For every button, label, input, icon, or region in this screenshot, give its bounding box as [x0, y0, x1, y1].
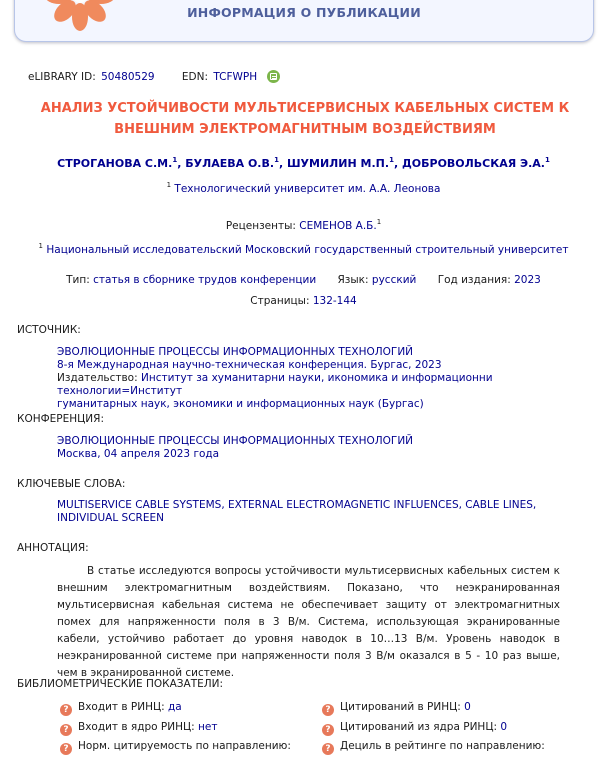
meta-line	[0, 274, 607, 286]
publication-title: АНАЛИЗ УСТОЙЧИВОСТИ МУЛЬТИСЕРВИСНЫХ КАБЕЛЬНЫХ СИСТЕМ К ВНЕШНИМ ЭЛЕКТРОМАГНИТНЫМ ВОЗДЕЙСТВИЯМ	[40, 101, 570, 137]
help-icon[interactable]: ?	[60, 724, 72, 736]
help-icon[interactable]: ?	[60, 704, 72, 716]
conference-place-date: Москва, 04 апреля 2023 года	[57, 448, 220, 460]
metric-core-citations	[322, 721, 507, 736]
conference-link[interactable]: ЭВОЛЮЦИОННЫЕ ПРОЦЕССЫ ИНФОРМАЦИОННЫХ ТЕХНОЛОГИЙ	[57, 435, 414, 447]
help-icon[interactable]: ?	[60, 743, 72, 755]
type-value: статья в сборнике трудов конференции	[93, 274, 317, 286]
lang-value: русский	[371, 274, 417, 286]
metric-value: 0	[464, 701, 471, 713]
metric-in-rinc	[60, 701, 182, 716]
metric-label: Дециль в рейтинге по направлению:	[340, 740, 545, 752]
author-sup: 1	[389, 156, 394, 164]
metric-label: Норм. цитируемость по направлению:	[78, 740, 291, 752]
author-link[interactable]: ШУМИЛИН М.П.	[286, 157, 390, 170]
type-label: Тип:	[66, 274, 90, 286]
header-title: ИНФОРМАЦИЯ О ПУБЛИКАЦИИ	[187, 5, 421, 20]
metric-norm-citation	[60, 740, 291, 755]
authors-line: СТРОГАНОВА С.М.$^1$, БУЛАЕВА О.В.$^1$, ШУМИЛИН М.П.$^1$, ДОБРОВОЛЬСКАЯ Э.А.$^1$	[57, 156, 550, 170]
source-link[interactable]: ЭВОЛЮЦИОННЫЕ ПРОЦЕССЫ ИНФОРМАЦИОННЫХ ТЕХНОЛОГИЙ	[57, 346, 414, 358]
publisher-value-cont: гуманитарных наук, экономики и информационных наук (Бургас)	[57, 398, 424, 410]
author-link[interactable]: БУЛАЕВА О.В.	[185, 157, 275, 170]
metric-label: Входит в РИНЦ:	[78, 701, 165, 713]
author-sup: 1	[545, 156, 550, 164]
metric-value: да	[168, 701, 182, 713]
edn-document-icon[interactable]	[267, 70, 280, 83]
abstract-heading: АННОТАЦИЯ:	[17, 542, 89, 554]
bibliometrics-heading: БИБЛИОМЕТРИЧЕСКИЕ ПОКАЗАТЕЛИ:	[17, 678, 224, 690]
help-icon[interactable]: ?	[322, 724, 334, 736]
year-label: Год издания:	[437, 274, 511, 286]
pages-line	[0, 295, 607, 307]
year-value: 2023	[514, 274, 541, 286]
metric-decile	[322, 740, 545, 755]
edn-label: EDN:	[181, 71, 209, 83]
metric-rinc-citations	[322, 701, 471, 716]
source-block	[57, 346, 557, 411]
metric-label: Цитирований в РИНЦ:	[340, 701, 461, 713]
author-link[interactable]: ДОБРОВОЛЬСКАЯ Э.А.	[401, 157, 545, 170]
conference-heading: КОНФЕРЕНЦИЯ:	[17, 413, 104, 425]
publisher-line	[57, 372, 557, 398]
lang-label: Язык:	[337, 274, 369, 286]
keywords-heading: КЛЮЧЕВЫЕ СЛОВА:	[17, 478, 126, 490]
elibrary-id-value: 50480529	[101, 71, 155, 83]
reviewers-line	[0, 220, 607, 232]
affiliation	[0, 183, 607, 195]
reviewer-link[interactable]: СЕМЕНОВ А.Б.	[299, 220, 377, 232]
id-row	[28, 70, 282, 83]
metric-value: 0	[500, 721, 508, 733]
keywords-line-1[interactable]: MULTISERVICE CABLE SYSTEMS, EXTERNAL ELECTROMAGNETIC INFLUENCES, CABLE LINES,	[57, 499, 537, 511]
author-sup: 1	[172, 156, 178, 164]
keywords-line-2[interactable]: INDIVIDUAL SCREEN	[57, 512, 164, 524]
author-link[interactable]: СТРОГАНОВА С.М.	[57, 157, 173, 170]
pages-label: Страницы:	[250, 295, 310, 307]
help-icon[interactable]: ?	[322, 743, 334, 755]
metric-label: Цитирований из ядра РИНЦ:	[340, 721, 498, 733]
metric-in-rinc-core	[60, 721, 217, 736]
help-icon[interactable]: ?	[322, 704, 334, 716]
affiliation-sup: 1	[166, 181, 172, 189]
edn-value[interactable]: TCFWPH	[213, 71, 258, 83]
reviewer-affiliation-sup: 1	[38, 242, 44, 250]
source-heading: ИСТОЧНИК:	[17, 324, 81, 336]
abstract-body: В статье исследуются вопросы устойчивости мультисервисных кабельных систем к внешним электромагнитным воздействиям. Показано, что неэкранированная мультисервисная кабельная система не обеспечивает защиту от электромагнитных помех для напряженности поля в 3 В/м. Система, использующая экранированные кабели, устойчиво работает до уровня наводок в 10…13 В/м. Уровень наводок в неэкранированной системе при напряженности поля 3 В/м оказался в 5 - 10 раз выше, чем в экранированной системе.	[57, 565, 560, 679]
reviewer-sup: 1	[376, 218, 382, 226]
reviewer-affiliation	[0, 244, 607, 256]
reviewers-label: Рецензенты:	[225, 220, 296, 232]
metric-label: Входит в ядро РИНЦ:	[78, 721, 195, 733]
keywords-block	[57, 499, 557, 525]
conference-block	[57, 435, 557, 461]
publisher-value: Институт за хуманитарни науки, икономика и информационни технологии=Институт	[57, 372, 493, 397]
author-sup: 1	[274, 156, 279, 164]
reviewer-affiliation-link[interactable]: Национальный исследовательский Московский государственный строительный университет	[46, 244, 569, 256]
source-conf: 8-я Международная научно-техническая конференция. Бургас, 2023	[57, 359, 442, 371]
publisher-label: Издательство:	[57, 372, 138, 384]
abstract-text	[57, 563, 560, 682]
metric-value: нет	[198, 721, 218, 733]
affiliation-link[interactable]: Технологический университет им. А.А. Леонова	[174, 183, 441, 195]
pages-value: 132-144	[312, 295, 357, 307]
publication-info-header	[14, 0, 594, 42]
elibrary-id-label: eLIBRARY ID:	[28, 71, 96, 83]
